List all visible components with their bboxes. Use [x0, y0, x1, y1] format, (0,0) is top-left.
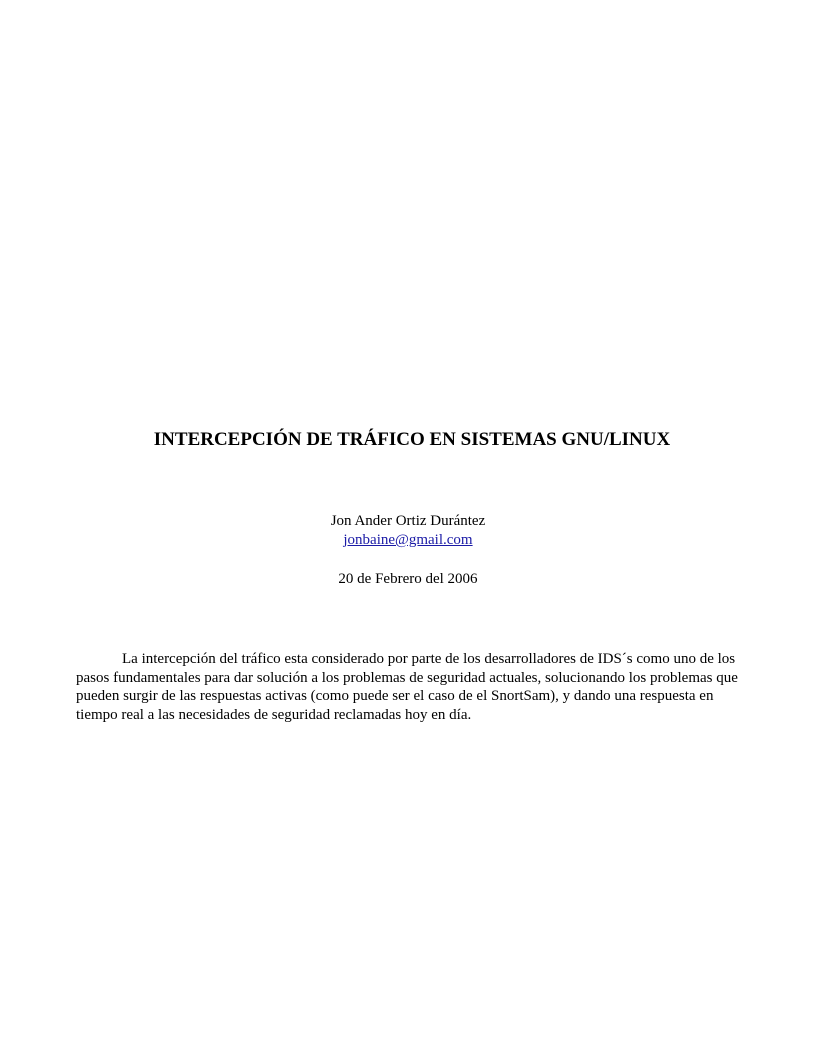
author-block: [0, 512, 816, 550]
abstract-paragraph: La intercepción del tráfico esta considerado por parte de los desarrolladores de IDS´s como uno de los pasos fundamentales para dar solución a los problemas de seguridad actuales, solucionando los problemas que pueden surgir de las respuestas activas (como puede ser el caso de el SnortSam), y dando una respuesta en tiempo real a las necesidades de seguridad reclamadas hoy en día.: [76, 651, 738, 723]
document-date: 20 de Febrero del 2006: [338, 571, 478, 587]
document-title: INTERCEPCIÓN DE TRÁFICO EN SISTEMAS GNU/LINUX: [153, 429, 671, 450]
author-name: Jon Ander Ortiz Durántez: [330, 513, 486, 529]
author-email-link[interactable]: jonbaine@gmail.com: [343, 532, 473, 548]
